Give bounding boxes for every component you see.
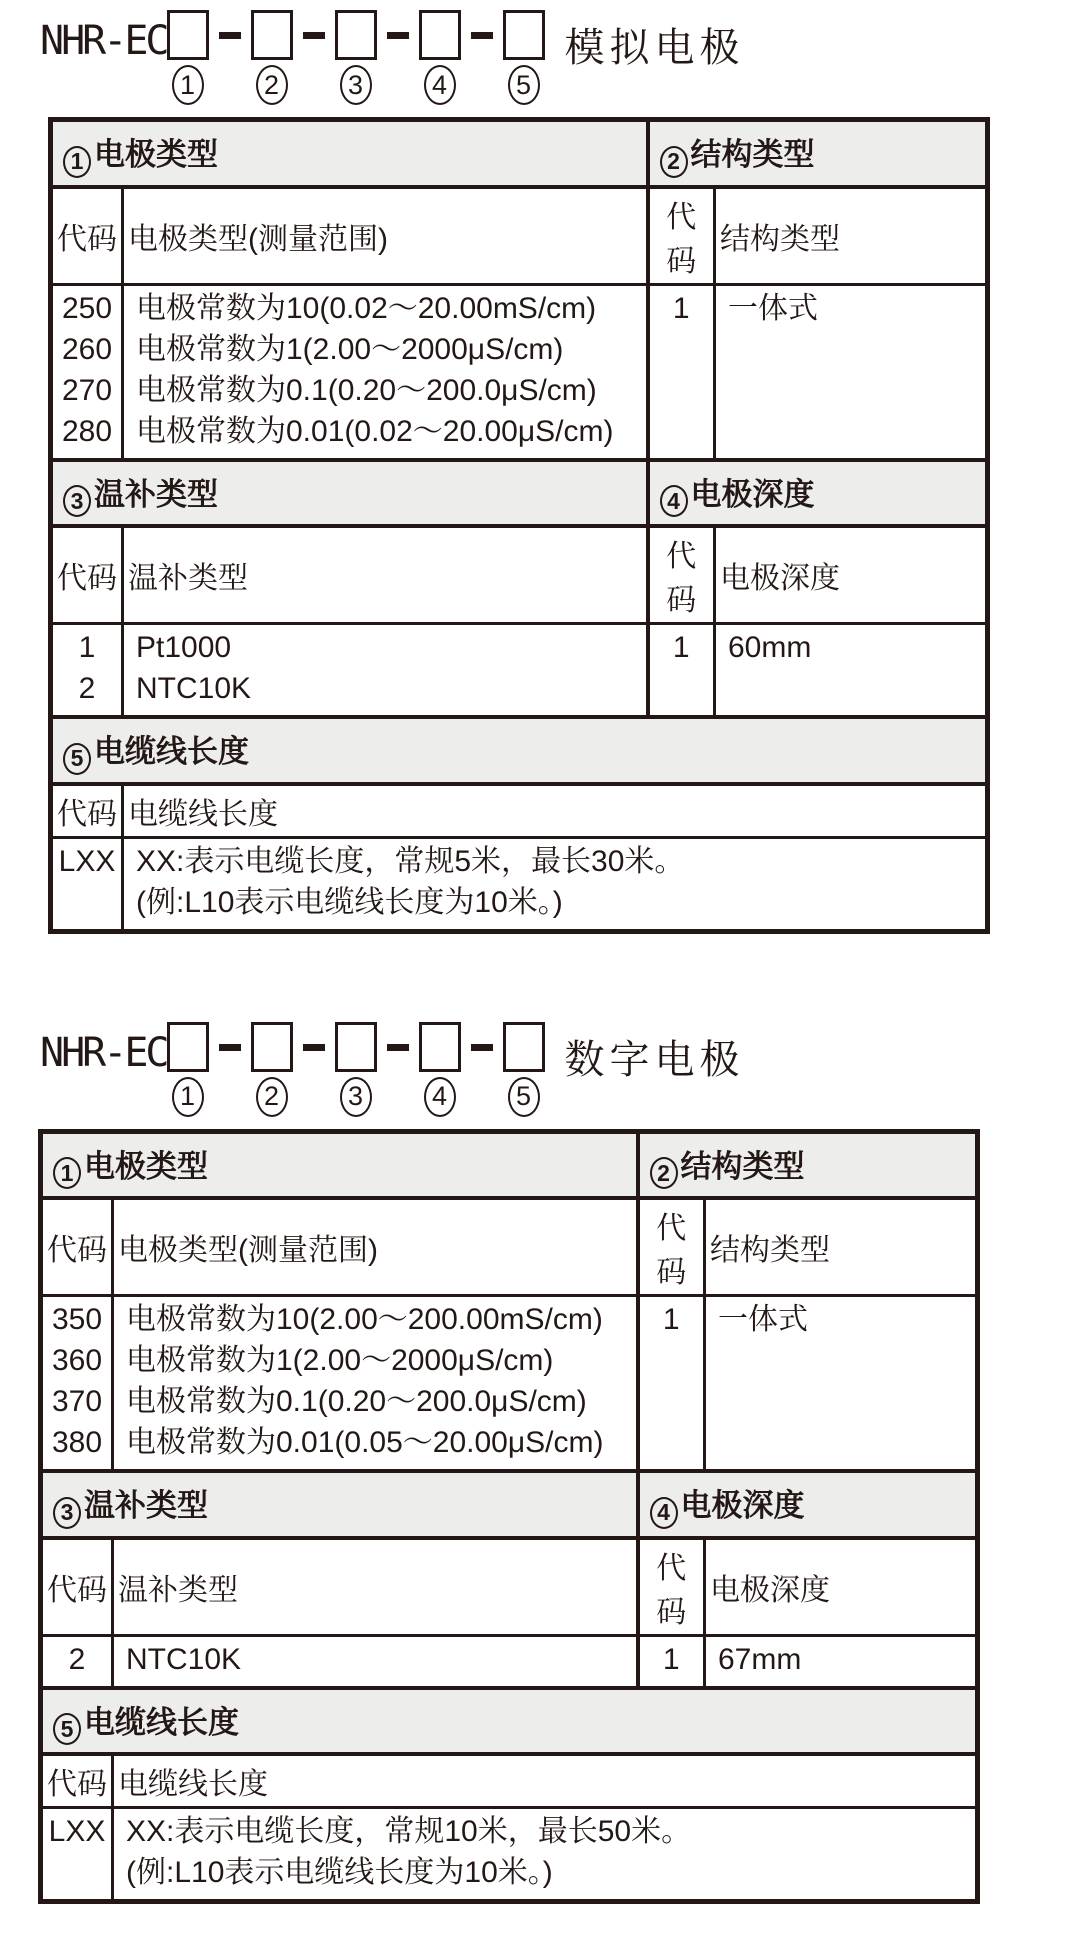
section-header-row <box>51 460 988 527</box>
type-desc: 电极常数为10(2.00～200.00mS/cm) <box>126 1303 603 1336</box>
dash-icon <box>219 32 241 39</box>
column-header-row <box>41 1538 978 1636</box>
type-desc: 电极常数为10(0.02～20.00mS/cm) <box>136 291 597 325</box>
code-position-4 <box>419 1022 461 1117</box>
code-position-3 <box>335 1022 377 1117</box>
cable-length-desc: XX:表示电缆长度，常规5米，最长30米。 <box>136 844 685 878</box>
depth-column-header: 电极深度 <box>705 1538 978 1636</box>
section1-header <box>41 1131 638 1198</box>
column-header-row <box>51 526 988 624</box>
code-column-header: 代码 <box>51 784 123 838</box>
dash-icon <box>471 1044 493 1051</box>
type-desc: 电极常数为1(2.00～2000μS/cm) <box>136 332 564 366</box>
cable-length-row <box>51 837 988 931</box>
code-value: 1 <box>672 291 690 325</box>
cable-length-example: (例:L10表示电缆线长度为10米。) <box>136 885 563 919</box>
temp-comp-rows <box>51 624 988 718</box>
type-desc: 电极常数为0.01(0.05～20.00μS/cm) <box>126 1426 604 1459</box>
dash-icon <box>387 1044 409 1051</box>
code-position-3 <box>335 10 377 105</box>
section5-title: 电缆线长度 <box>84 1704 239 1740</box>
code-box-icon <box>419 10 461 60</box>
cable-length-example: (例:L10表示电缆线长度为10米。) <box>126 1856 553 1889</box>
code-box-icon <box>335 10 377 60</box>
position-number: 1 <box>179 1081 196 1111</box>
position-number: 3 <box>347 1081 364 1111</box>
code-column-header: 代码 <box>51 187 123 285</box>
section4-title: 电极深度 <box>690 476 815 512</box>
circled-2-icon: 2 <box>660 146 688 178</box>
code-position-1 <box>167 1022 209 1117</box>
section3-title: 温补类型 <box>84 1488 208 1523</box>
column-header-row <box>51 784 988 838</box>
circled-number-icon <box>256 65 288 105</box>
section2-title: 结构类型 <box>690 137 815 172</box>
code-value: 280 <box>61 414 113 448</box>
analog-electrode-section <box>0 8 1080 934</box>
section-header-row <box>41 1688 978 1755</box>
column-header-row <box>41 1198 978 1296</box>
code-column-header: 代码 <box>41 1754 113 1808</box>
circled-3-icon: 3 <box>53 1497 81 1529</box>
circled-number-icon <box>172 65 204 105</box>
code-value: 1 <box>662 1642 680 1676</box>
code-value: 2 <box>68 1642 86 1676</box>
temp-comp-rows <box>41 1635 978 1688</box>
circled-number-icon <box>340 1077 372 1117</box>
code-column-header: 代码 <box>41 1538 113 1636</box>
section3-header <box>41 1471 638 1538</box>
code-value: 370 <box>51 1385 103 1418</box>
section4-header <box>648 460 988 527</box>
digital-electrode-section <box>0 1020 1080 1905</box>
section5-header <box>51 717 988 784</box>
model-prefix: NHR-EC <box>40 18 167 64</box>
code-value: 350 <box>51 1303 103 1336</box>
cable-length-column-header: 电缆线长度 <box>113 1754 978 1808</box>
section3-header <box>51 460 648 527</box>
position-number: 4 <box>431 69 448 100</box>
code-value: 1 <box>662 1303 680 1336</box>
code-value: 380 <box>51 1426 103 1459</box>
code-value: 270 <box>61 373 113 407</box>
column-header-row <box>41 1754 978 1808</box>
digital-spec-table <box>38 1129 980 1905</box>
circled-number-icon <box>340 65 372 105</box>
code-box-icon <box>503 10 545 60</box>
section-header-row <box>51 717 988 784</box>
code-box-icon <box>503 1022 545 1072</box>
circled-number-icon <box>424 1077 456 1117</box>
section1-header <box>51 120 648 187</box>
code-column-header: 代码 <box>638 1198 705 1296</box>
type-desc: 电极常数为0.1(0.20～200.0μS/cm) <box>136 373 597 407</box>
dash-icon <box>471 32 493 39</box>
code-position-2 <box>251 10 293 105</box>
section5-title: 电缆线长度 <box>94 734 249 769</box>
code-box-icon <box>167 1022 209 1072</box>
code-column-header: 代码 <box>648 187 715 285</box>
analog-spec-table <box>48 117 990 934</box>
model-type-label: 数字电极 <box>564 1037 745 1082</box>
circled-1-icon: 1 <box>53 1157 81 1189</box>
code-value: 360 <box>51 1344 103 1377</box>
code-column-header: 代码 <box>51 526 123 624</box>
circled-number-icon <box>256 1077 288 1117</box>
section4-title: 电极深度 <box>680 1488 805 1523</box>
code-box-icon <box>251 1022 293 1072</box>
code-column-header: 代码 <box>41 1198 113 1296</box>
code-value: 260 <box>61 332 113 366</box>
structure-column-header: 结构类型 <box>715 187 988 285</box>
section2-header <box>638 1131 978 1198</box>
circled-4-icon: 4 <box>650 1497 678 1529</box>
temp-comp-desc: NTC10K <box>126 1642 242 1676</box>
code-box-icon <box>335 1022 377 1072</box>
circled-number-icon <box>508 1077 540 1117</box>
circled-4-icon: 4 <box>660 485 688 517</box>
temp-comp-column-header: 温补类型 <box>113 1538 638 1636</box>
structure-desc: 一体式 <box>718 1303 808 1336</box>
cable-length-column-header: 电缆线长度 <box>123 784 988 838</box>
type-desc: 电极常数为0.1(0.20～200.0μS/cm) <box>126 1385 587 1418</box>
depth-desc: 60mm <box>728 631 812 664</box>
type-desc: 电极常数为1(2.00～2000μS/cm) <box>126 1344 554 1377</box>
circled-number-icon <box>172 1077 204 1117</box>
section4-header <box>638 1471 978 1538</box>
section2-title: 结构类型 <box>680 1148 805 1184</box>
model-code-line <box>40 1020 1080 1117</box>
circled-5-icon: 5 <box>63 743 91 775</box>
position-number: 2 <box>263 1081 280 1111</box>
circled-3-icon: 3 <box>63 485 91 517</box>
section-header-row <box>41 1131 978 1198</box>
section-header-row <box>41 1471 978 1538</box>
section3-title: 温补类型 <box>94 476 218 512</box>
model-code-line <box>40 8 1080 105</box>
column-header-row <box>51 187 988 285</box>
code-box-icon <box>167 10 209 60</box>
position-number: 4 <box>431 1081 448 1111</box>
code-value: 1 <box>78 631 96 664</box>
code-position-5 <box>503 1022 545 1117</box>
structure-desc: 一体式 <box>728 291 818 325</box>
code-value: LXX <box>58 844 116 878</box>
code-value: 250 <box>61 291 113 325</box>
position-number: 1 <box>179 69 196 100</box>
circled-2-icon: 2 <box>650 1157 678 1189</box>
section1-title: 电极类型 <box>94 137 218 172</box>
structure-column-header: 结构类型 <box>705 1198 978 1296</box>
model-prefix: NHR-EC <box>40 1029 167 1076</box>
code-column-header: 代码 <box>648 526 715 624</box>
code-position-5 <box>503 10 545 105</box>
position-number: 2 <box>263 69 280 100</box>
section-header-row <box>51 120 988 187</box>
circled-5-icon: 5 <box>53 1713 81 1745</box>
electrode-type-rows <box>41 1296 978 1472</box>
code-column-header: 代码 <box>638 1538 705 1636</box>
code-value: 1 <box>672 631 690 664</box>
circled-1-icon: 1 <box>63 146 91 178</box>
position-number: 3 <box>347 69 364 100</box>
temp-comp-column-header: 温补类型 <box>123 526 648 624</box>
depth-desc: 67mm <box>718 1642 802 1676</box>
dash-icon <box>303 1044 325 1051</box>
cable-length-row <box>41 1808 978 1902</box>
position-number: 5 <box>515 69 532 100</box>
type-column-header: 电极类型(测量范围) <box>113 1198 638 1296</box>
model-type-label: 模拟电极 <box>564 26 745 70</box>
section2-header <box>648 120 988 187</box>
dash-icon <box>219 1044 241 1051</box>
circled-number-icon <box>424 65 456 105</box>
code-box-icon <box>251 10 293 60</box>
electrode-type-rows <box>51 284 988 460</box>
section5-header <box>41 1688 978 1755</box>
code-position-1 <box>167 10 209 105</box>
dash-icon <box>387 32 409 39</box>
temp-comp-desc: NTC10K <box>136 672 252 705</box>
cable-length-desc: XX:表示电缆长度，常规10米，最长50米。 <box>126 1815 692 1848</box>
section1-title: 电极类型 <box>84 1148 208 1184</box>
position-number: 5 <box>515 1081 532 1111</box>
type-desc: 电极常数为0.01(0.02～20.00μS/cm) <box>136 414 614 448</box>
temp-comp-desc: Pt1000 <box>136 631 232 664</box>
code-position-2 <box>251 1022 293 1117</box>
dash-icon <box>303 32 325 39</box>
code-value: LXX <box>48 1815 106 1848</box>
depth-column-header: 电极深度 <box>715 526 988 624</box>
code-position-4 <box>419 10 461 105</box>
code-box-icon <box>419 1022 461 1072</box>
circled-number-icon <box>508 65 540 105</box>
code-value: 2 <box>78 672 96 705</box>
type-column-header: 电极类型(测量范围) <box>123 187 648 285</box>
